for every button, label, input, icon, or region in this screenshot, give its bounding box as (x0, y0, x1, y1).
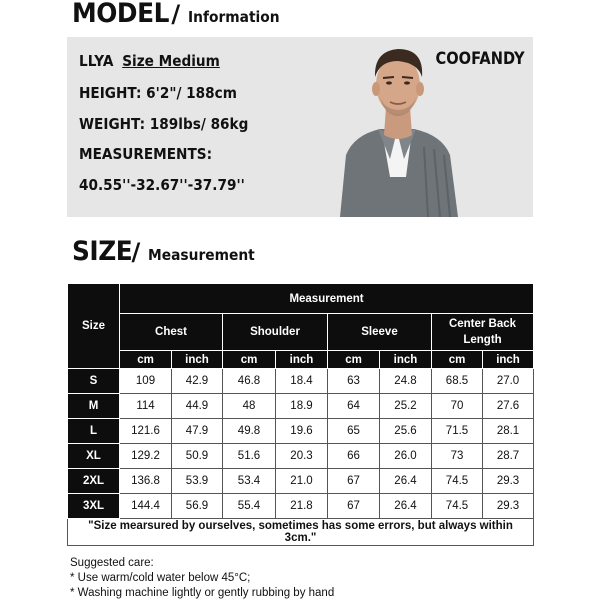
measurement-cell: 63 (328, 369, 380, 394)
measurement-cell: 18.4 (276, 369, 328, 394)
sleeve-header: Sleeve (328, 314, 432, 351)
measurement-cell: 66 (328, 444, 380, 469)
table-row (68, 394, 534, 419)
measurement-cell: 28.1 (483, 419, 534, 444)
model-weight: WEIGHT: 189lbs/ 86kg (79, 115, 249, 133)
measurement-cell: 55.4 (223, 494, 276, 519)
measurement-cell: 74.5 (432, 469, 483, 494)
care-title: Suggested care: (70, 557, 154, 569)
measurement-cell: 51.6 (223, 444, 276, 469)
size-column-header: Size (68, 284, 120, 369)
measurement-cell: 129.2 (120, 444, 172, 469)
model-title: MODEL (72, 0, 169, 29)
table-row (68, 444, 534, 469)
measurement-cell: 26.0 (380, 444, 432, 469)
measurement-cell: 21.0 (276, 469, 328, 494)
model-subtitle: Information (188, 8, 280, 26)
measurement-cell: 29.3 (483, 469, 534, 494)
size-title-slash: / (131, 238, 141, 266)
measurement-cell: 46.8 (223, 369, 276, 394)
measurement-cell: 73 (432, 444, 483, 469)
measurement-cell: 136.8 (120, 469, 172, 494)
model-info-panel (67, 37, 533, 217)
care-instructions (70, 556, 334, 600)
measurement-cell: 70 (432, 394, 483, 419)
model-measurements-label: MEASUREMENTS: (79, 145, 213, 163)
size-cell: L (68, 419, 120, 444)
care-line-washing: * Washing machine lightly or gently rubbing by hand (70, 587, 335, 599)
measurement-cell: 26.4 (380, 494, 432, 519)
unit-header: inch (276, 351, 328, 369)
measurement-cell: 26.4 (380, 469, 432, 494)
measurement-cell: 24.8 (380, 369, 432, 394)
size-cell: M (68, 394, 120, 419)
center-back-length-header: Center Back Length (432, 314, 534, 351)
measurement-cell: 28.7 (483, 444, 534, 469)
table-row (68, 419, 534, 444)
table-row (68, 494, 534, 519)
measurement-cell: 71.5 (432, 419, 483, 444)
measurement-cell: 67 (328, 469, 380, 494)
measurement-cell: 25.6 (380, 419, 432, 444)
size-cell: 2XL (68, 469, 120, 494)
chest-header: Chest (120, 314, 223, 351)
measurement-cell: 114 (120, 394, 172, 419)
measurement-cell: 64 (328, 394, 380, 419)
measurement-cell: 29.3 (483, 494, 534, 519)
measurement-cell: 27.0 (483, 369, 534, 394)
measurement-cell: 44.9 (172, 394, 223, 419)
measurement-cell: 42.9 (172, 369, 223, 394)
unit-header: cm (328, 351, 380, 369)
measurement-cell: 49.8 (223, 419, 276, 444)
unit-header: inch (172, 351, 223, 369)
measurement-cell: 53.9 (172, 469, 223, 494)
measurement-cell: 18.9 (276, 394, 328, 419)
measurement-cell: 121.6 (120, 419, 172, 444)
measurement-cell: 68.5 (432, 369, 483, 394)
measurement-cell: 144.4 (120, 494, 172, 519)
brand-logo: COOFANDY (435, 49, 525, 69)
measurement-header: Measurement (120, 284, 534, 314)
size-cell: S (68, 369, 120, 394)
shoulder-header: Shoulder (223, 314, 328, 351)
unit-header: inch (483, 351, 534, 369)
size-note: "Size mearsured by ourselves, sometimes has some errors, but always within 3cm." (68, 519, 534, 546)
size-title: SIZE (72, 236, 133, 267)
measurement-cell: 74.5 (432, 494, 483, 519)
unit-header: cm (432, 351, 483, 369)
size-chart-table (67, 283, 534, 546)
measurement-cell: 27.6 (483, 394, 534, 419)
model-measurements-value: 40.55''-32.67''-37.79'' (79, 176, 245, 194)
measurement-cell: 20.3 (276, 444, 328, 469)
table-row (68, 469, 534, 494)
model-title-slash: / (171, 0, 181, 28)
measurement-cell: 53.4 (223, 469, 276, 494)
unit-header: cm (120, 351, 172, 369)
model-height: HEIGHT: 6'2"/ 188cm (79, 84, 237, 102)
measurement-cell: 19.6 (276, 419, 328, 444)
unit-header: cm (223, 351, 276, 369)
measurement-cell: 25.2 (380, 394, 432, 419)
unit-header: inch (380, 351, 432, 369)
model-size: Size Medium (122, 52, 220, 70)
measurement-cell: 50.9 (172, 444, 223, 469)
model-name-line (79, 52, 220, 70)
measurement-cell: 56.9 (172, 494, 223, 519)
table-row (68, 369, 534, 394)
model-name: LLYA (79, 52, 114, 70)
care-line-water: * Use warm/cold water below 45°C; (70, 572, 251, 584)
model-information-heading (72, 0, 288, 29)
size-cell: XL (68, 444, 120, 469)
size-rows (68, 369, 534, 519)
measurement-cell: 48 (223, 394, 276, 419)
measurement-cell: 21.8 (276, 494, 328, 519)
measurement-cell: 65 (328, 419, 380, 444)
measurement-cell: 67 (328, 494, 380, 519)
measurement-cell: 47.9 (172, 419, 223, 444)
unit-row (68, 351, 534, 369)
measurement-cell: 109 (120, 369, 172, 394)
size-cell: 3XL (68, 494, 120, 519)
size-measurement-heading (72, 236, 264, 267)
size-subtitle: Measurement (148, 246, 256, 264)
